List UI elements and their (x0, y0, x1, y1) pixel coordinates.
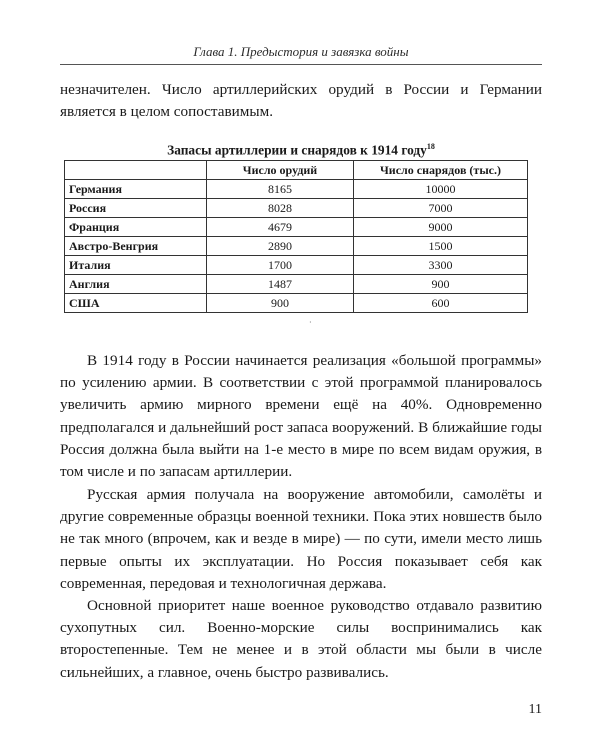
table-row (65, 256, 528, 275)
guns-cell: 8165 (207, 180, 354, 199)
shells-cell: 600 (354, 294, 528, 313)
guns-cell: 8028 (207, 199, 354, 218)
country-cell: Австро-Венгрия (65, 237, 207, 256)
table-row (65, 180, 528, 199)
header-rule (60, 64, 542, 65)
country-cell: Англия (65, 275, 207, 294)
stray-mark: · (309, 318, 312, 327)
page-number: 11 (528, 702, 542, 717)
table-title-text: Запасы артиллерии и снарядов к 1914 году (167, 142, 427, 158)
header-cell-country (65, 161, 207, 180)
artillery-table (64, 160, 528, 313)
shells-cell: 900 (354, 275, 528, 294)
shells-cell: 3300 (354, 256, 528, 275)
country-cell: Германия (65, 180, 207, 199)
paragraph (60, 595, 542, 684)
running-head: Глава 1. Предыстория и завязка войны (193, 44, 409, 59)
country-cell: США (65, 294, 207, 313)
guns-cell: 1487 (207, 275, 354, 294)
header-cell-guns: Число орудий (207, 161, 354, 180)
paragraph-continued: незначителен. Число артиллерийских орудий в России и Германии является в целом сопоставимым. (60, 81, 542, 121)
table-title (60, 142, 542, 158)
paragraph (60, 350, 542, 483)
shells-cell: 7000 (354, 199, 528, 218)
shells-cell: 9000 (354, 218, 528, 237)
country-cell: Франция (65, 218, 207, 237)
paragraph-text: В 1914 году в России начинается реализация «большой программы» по усилению армии. В соответствии с этой программой планировалось увеличить армию мирного времени ещё на 40%. Одновременно предполагался и дальнейший рост запаса вооружений. В ближайшие годы Россия должна была выйти на 1-е место в мире по всем видам оружия, в том числе и по запасам артиллерии. (60, 352, 542, 481)
country-cell: Италия (65, 256, 207, 275)
shells-cell: 1500 (354, 237, 528, 256)
guns-cell: 900 (207, 294, 354, 313)
guns-cell: 2890 (207, 237, 354, 256)
header-cell-shells: Число снарядов (тыс.) (354, 161, 528, 180)
table-row (65, 199, 528, 218)
paragraph-text: Русская армия получала на вооружение автомобили, самолёты и другие современные образцы военной техники. Пока этих новшеств было не так много (впрочем, как и везде в мире) — по сути, имели место лишь первые опыты их эксплуатации. Но Россия показывает себя как современная, передовая и технологичная держава. (60, 486, 542, 592)
table-header-row (65, 161, 528, 180)
table-row (65, 218, 528, 237)
shells-cell: 10000 (354, 180, 528, 199)
table-row (65, 275, 528, 294)
footnote-ref: 18 (426, 142, 435, 151)
country-cell: Россия (65, 199, 207, 218)
paragraph-text: Основной приоритет наше военное руководство отдавало развитию сухопутных сил. Военно-морские силы воспринимались как второстепенные. Тем не менее и в этой области мы были в числе сильнейших, а главное, очень быстро развивались. (60, 597, 542, 681)
paragraph (60, 484, 542, 595)
table-row (65, 237, 528, 256)
guns-cell: 4679 (207, 218, 354, 237)
guns-cell: 1700 (207, 256, 354, 275)
table-row (65, 294, 528, 313)
